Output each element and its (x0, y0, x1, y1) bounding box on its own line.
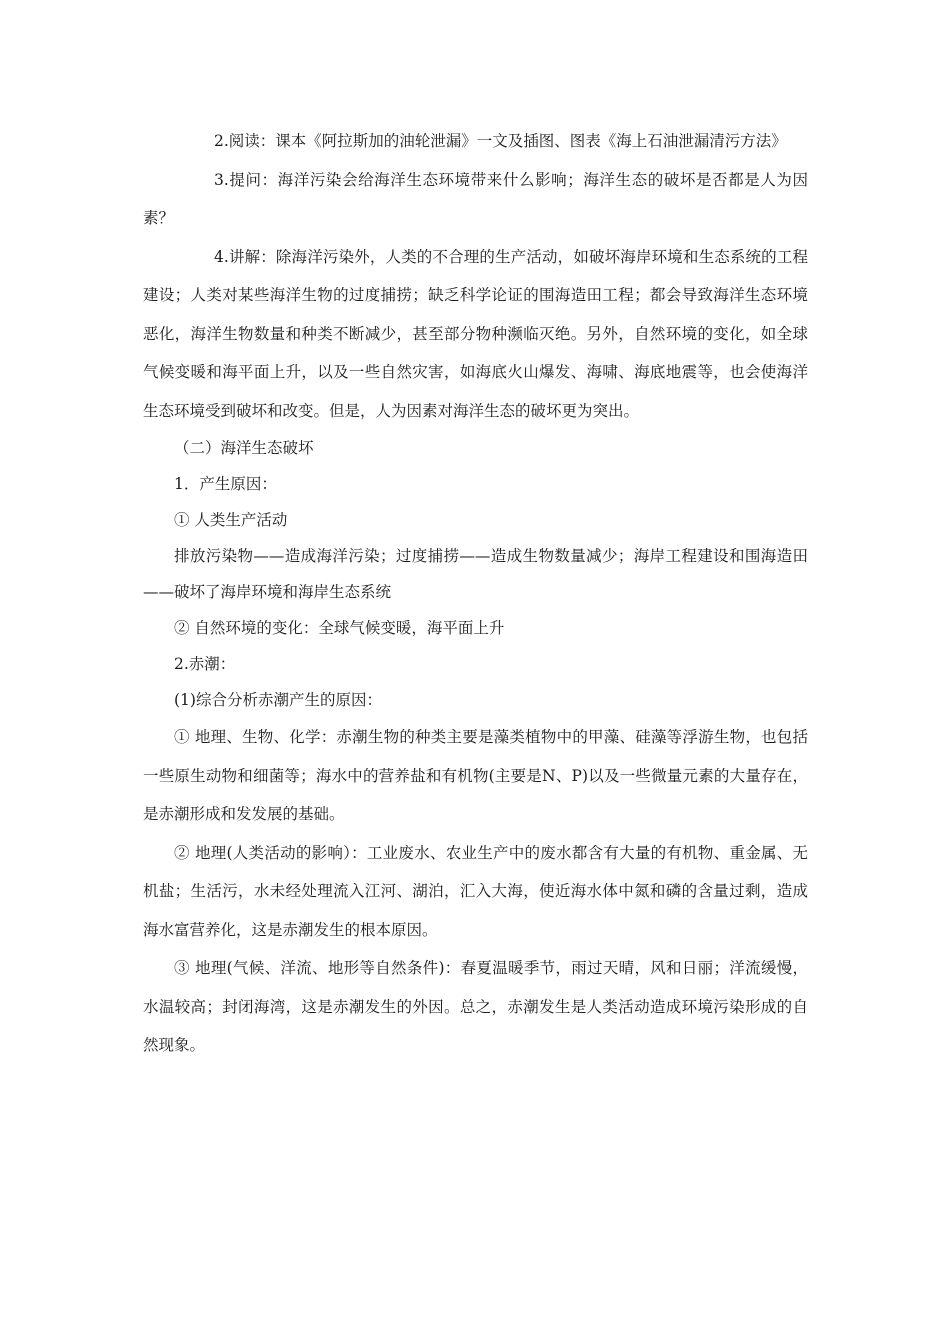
paragraph-human-impact: ② 地理(人类活动的影响）：工业废水、农业生产中的废水都含有大量的有机物、重金属、无机盐；生活污，水未经处理流入江河、湖泊，汇入大海，使近海水体中氮和磷的含量过剩，造成海水富营养化，这是赤潮发生的根本原因。 (143, 843, 808, 939)
paragraph-explanation: 4.讲解：除海洋污染外，人类的不合理的生产活动，如破坏海岸环境和生态系统的工程建设；人类对某些海洋生物的过度捕捞；缺乏科学论证的围海造田工程；都会导致海洋生态环境恶化，海洋生物数量和种类不断减少，甚至部分物种濒临灭绝。另外，自然环境的变化，如全球气候变暖和海平面上升，以及一些自然灾害，如海底火山爆发、海啸、海底地震等，也会使海洋生态环境受到破坏和改变。但是，人为因素对海洋生态的破坏更为突出。 (143, 247, 808, 420)
paragraph-natural-change: ② 自然环境的变化：全球气候变暖，海平面上升 (174, 619, 505, 637)
paragraph-pollution-effects: 排放污染物——造成海洋污染；过度捕捞——造成生物数量减少；海岸工程建设和围海造田——破坏了海岸环境和海岸生态系统 (143, 547, 808, 601)
paragraph-human-activity: ① 人类生产活动 (174, 511, 288, 529)
paragraph-biology-chemistry: ① 地理、生物、化学：赤潮生物的种类主要是藻类植物中的甲藻、硅藻等浮游生物，也包括一些原生动物和细菌等；海水中的营养盐和有机物(主要是N、P)以及一些微量元素的大量存在，是赤潮形成和发发展的基础。 (143, 728, 808, 823)
paragraph-natural-conditions: ③ 地理(气候、洋流、地形等自然条件)：春夏温暖季节，雨过天晴，风和日丽；洋流缓慢，水温较高；封闭海湾，这是赤潮发生的外因。总之，赤潮发生是人类活动造成环境污染形成的自然现象。 (143, 959, 808, 1054)
paragraph-red-tide: 2.赤潮： (174, 655, 236, 673)
document-body (143, 122, 808, 1065)
paragraph-causes: 1．产生原因： (174, 475, 277, 493)
paragraph-question: 3.提问：海洋污染会给海洋生态环境带来什么影响；海洋生态的破坏是否都是人为因素？ (143, 170, 808, 227)
paragraph-red-tide-analysis: (1)综合分析赤潮产生的原因： (174, 691, 382, 709)
paragraph-reading: 2.阅读：课本《阿拉斯加的油轮泄漏》一文及插图、图表《海上石油泄漏清污方法》 (214, 132, 787, 150)
section-heading-ocean-ecology: （二）海洋生态破坏 (174, 439, 314, 457)
